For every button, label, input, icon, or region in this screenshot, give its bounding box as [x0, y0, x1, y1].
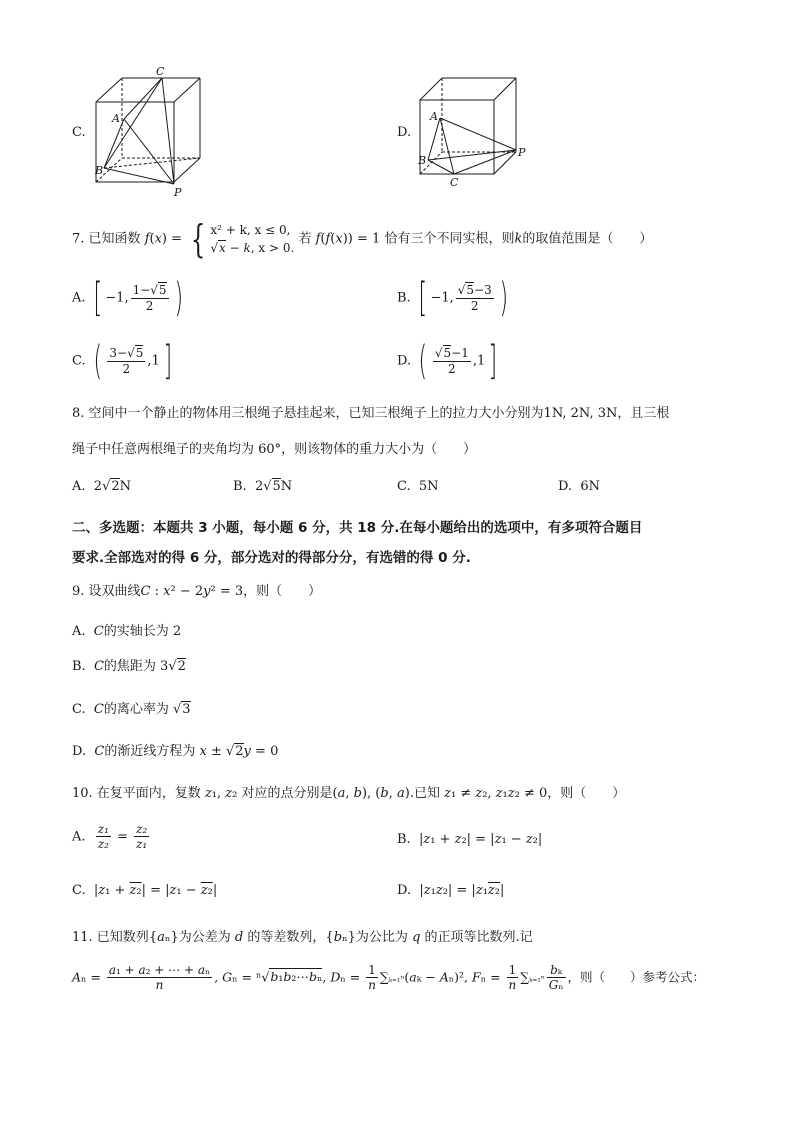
q8-option-d[interactable]: D. 6N: [558, 479, 601, 494]
q9-option-b[interactable]: B. C的焦距为 3√2: [72, 659, 186, 674]
q8-option-b[interactable]: B. 2√5N: [233, 479, 293, 494]
q7-option-b[interactable]: B. [ −1, $\frac{√5-3}{2}$ ): [397, 275, 508, 321]
q9-option-d[interactable]: D. C的渐近线方程为 x ± √2y = 0: [72, 744, 279, 759]
q9-option-a[interactable]: A. C的实轴长为 2: [72, 624, 182, 639]
cube-figure-c: [90, 64, 210, 199]
q10-option-c[interactable]: C. |z₁ + z₂| = |z₁ − z₂|: [72, 883, 218, 898]
section-2-heading-line1: 二、多选题：本题共 3 小题，每小题 6 分，共 18 分.在每小题给出的选项中，有多项符合题目: [72, 520, 643, 536]
question-11-stem: 11. 已知数列{aₙ}为公差为 d 的等差数列，{bₙ}为公比为 q 的正项等比数列.记: [72, 930, 533, 945]
q10-option-b[interactable]: B. |z₁ + z₂| = |z₁ − z₂|: [397, 832, 543, 847]
q7-option-c[interactable]: C. ( $\frac{3-√5}{2}$ ,1]: [72, 338, 172, 384]
q10-option-a[interactable]: A. $\frac{\text{z₁}}{\text{z₂}}$ = $\frac{\text{z₂}}{\text{z₁}}$: [72, 822, 148, 852]
point-p-label: P: [174, 186, 182, 199]
section-2-heading-line2: 要求.全部选对的得 6 分，部分选对的得部分分，有选错的得 0 分.: [72, 550, 471, 566]
question-8-line1: 8. 空间中一个静止的物体用三根绳子悬挂起来，已知三根绳子上的拉力大小分别为1N, 2N, 3N，且三根: [72, 406, 670, 421]
point-a-label: A: [112, 112, 120, 125]
q8-option-c[interactable]: C. 5N: [397, 479, 439, 494]
question-8-line2: 绳子中任意两根绳子的夹角均为 60°，则该物体的重力大小为（ ）: [72, 442, 477, 457]
q10-option-d[interactable]: D. |z₁z₂| = |z₁z₂|: [397, 883, 505, 898]
q7-option-a[interactable]: A. [ −1, $\frac{1-√5}{2}$ ): [72, 275, 183, 321]
cube-figure-d: [414, 72, 534, 192]
point-b-label: B: [418, 154, 427, 167]
question-7-stem: 7. 已知函数 f(x) = { x² + k, x ≤ 0, √x − k, x > 0. 若 f(f(x)) = 1 恰有三个不同实根，则k的取值范围是（ ）: [72, 217, 653, 261]
point-c-label: C: [450, 176, 459, 189]
question-11-formulas: Aₙ = $\frac{\text{a₁ + a₂ + ⋯ + aₙ}}{n}$ , Gₙ = ⁿ√b₁b₂⋯bₙ, Dₙ = $\frac{1}{n}$ ∑ₖ₌₁ⁿ(aₖ − Aₙ)², Fₙ = $\frac{1}{n}$ ∑ₖ₌₁ⁿ $\frac{\text{bₖ}}{\text{Gₙ}}$ ，则（ ）参考公式：: [72, 963, 706, 993]
point-b-label: B: [95, 164, 104, 177]
point-c-label: C: [156, 65, 165, 78]
option-d-label: D.: [397, 125, 412, 140]
q7-option-d[interactable]: D. ( $\frac{√5-1}{2}$ ,1]: [397, 338, 498, 384]
q9-option-c[interactable]: C. C的离心率为 √3: [72, 702, 191, 717]
point-a-label: A: [430, 110, 438, 123]
question-10-stem: 10. 在复平面内，复数 z₁, z₂ 对应的点分别是(a, b), (b, a).已知 z₁ ≠ z₂, z₁z₂ ≠ 0，则（ ）: [72, 786, 626, 801]
q8-option-a[interactable]: A. 2√2N: [72, 479, 132, 494]
question-9-stem: 9. 设双曲线C : x² − 2y² = 3，则（ ）: [72, 584, 322, 599]
point-p-label: P: [518, 146, 526, 159]
option-c-label: C.: [72, 125, 86, 140]
